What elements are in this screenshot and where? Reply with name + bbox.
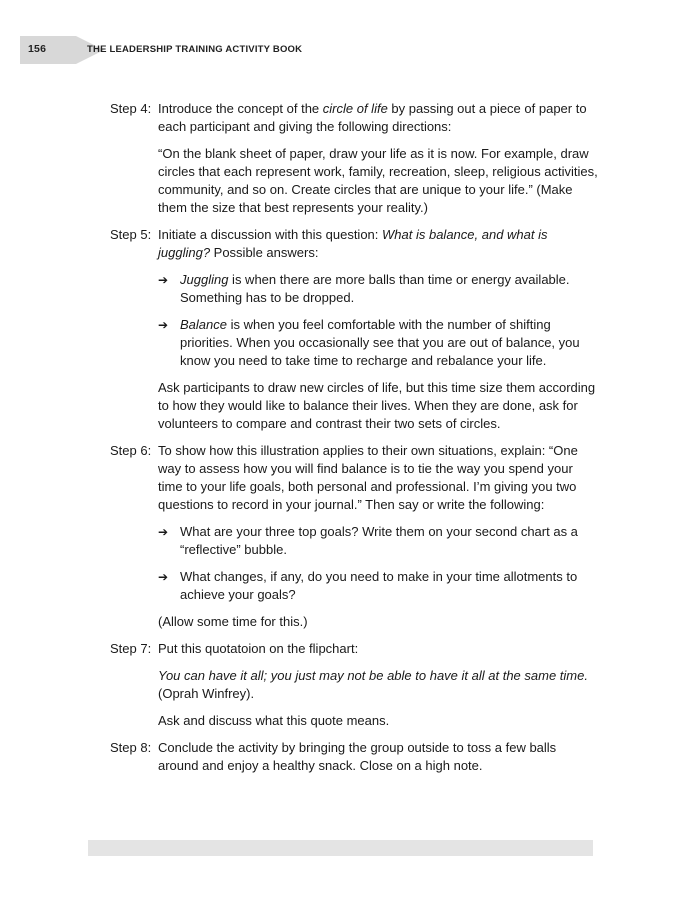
emphasis-question: What is balance, and what is juggling? <box>158 227 548 260</box>
page-content <box>110 100 600 784</box>
step-6 <box>110 442 600 631</box>
footer-bar <box>88 840 593 856</box>
emphasis-term: circle of life <box>322 101 388 116</box>
step-5 <box>110 226 600 433</box>
step-8 <box>110 739 600 775</box>
emphasis-term: Balance <box>180 317 227 332</box>
arrow-right-icon: ➔ <box>158 570 169 584</box>
step-body <box>158 226 600 433</box>
text: Initiate a discussion with this question: <box>158 227 383 242</box>
step-paragraph: (Allow some time for this.) <box>158 614 308 629</box>
bullet-text <box>180 316 600 370</box>
step-paragraph: Ask participants to draw new circles of life, but this time size them according to how they would like to balance their lives. When they are done, ask for volunteers to compare and contrast their two sets of circles. <box>158 380 596 431</box>
step-label: Step 5: <box>110 227 152 242</box>
emphasis-term: Juggling <box>180 272 229 287</box>
quotation <box>158 667 600 703</box>
step-label: Step 8: <box>110 740 152 755</box>
bullet-text <box>180 271 600 307</box>
page-number-tab <box>20 36 76 64</box>
page-number: 156 <box>28 43 47 55</box>
quote-attribution: (Oprah Winfrey). <box>158 686 255 701</box>
step-body <box>158 442 600 631</box>
step-instruction: Conclude the activity by bringing the group outside to toss a few balls around and enjoy a healthy snack. Close on a high note. <box>158 740 557 773</box>
bullet-item <box>158 271 600 307</box>
step-instruction <box>158 100 600 136</box>
text: Possible answers: <box>210 245 319 260</box>
arrow-right-icon: ➔ <box>158 525 169 539</box>
bullet-item <box>158 568 600 604</box>
quote-text: You can have it all; you just may not be able to have it all at the same time. <box>158 668 588 683</box>
step-label: Step 4: <box>110 101 152 116</box>
bullet-item <box>158 316 600 370</box>
step-4 <box>110 100 600 217</box>
bullet-item <box>158 523 600 559</box>
text: is when you feel comfortable with the number of shifting priorities. When you occasionally see that you are out of balance, you know you need to take time to recharge and rebalance your life. <box>180 317 580 368</box>
step-7 <box>110 640 600 730</box>
arrow-right-icon: ➔ <box>158 318 169 332</box>
step-label: Step 7: <box>110 641 152 656</box>
step-instruction <box>158 226 600 262</box>
step-paragraph: Ask and discuss what this quote means. <box>158 713 390 728</box>
step-body <box>158 640 600 730</box>
text: is when there are more balls than time or energy available. Something has to be dropped. <box>180 272 570 305</box>
step-quote: “On the blank sheet of paper, draw your life as it is now. For example, draw circles that each represent work, family, recreation, sleep, religious activities, community, and so on. Create circles that are unique to your life.” (Make them the size that best represents your reality.) <box>158 146 598 215</box>
step-instruction: To show how this illustration applies to their own situations, explain: “One way to assess how you will find balance is to tie the way you spend your time to your life goals, both personal and professional. I’m giving you two questions to record in your journal.” Then say or write the following: <box>158 443 578 512</box>
text: by passing out a piece of paper to each participant and giving the following directions: <box>158 101 587 134</box>
step-body <box>158 100 600 217</box>
step-label: Step 6: <box>110 443 152 458</box>
text: Introduce the concept of the <box>158 101 323 116</box>
bullet-text: What are your three top goals? Write them on your second chart as a “reflective” bubble. <box>180 524 578 557</box>
step-instruction: Put this quotatoion on the flipchart: <box>158 641 359 656</box>
arrow-right-icon: ➔ <box>158 273 169 287</box>
bullet-text: What changes, if any, do you need to make in your time allotments to achieve your goals? <box>180 569 578 602</box>
step-body <box>158 739 600 775</box>
running-header <box>20 36 678 64</box>
book-title: THE LEADERSHIP TRAINING ACTIVITY BOOK <box>87 44 303 55</box>
